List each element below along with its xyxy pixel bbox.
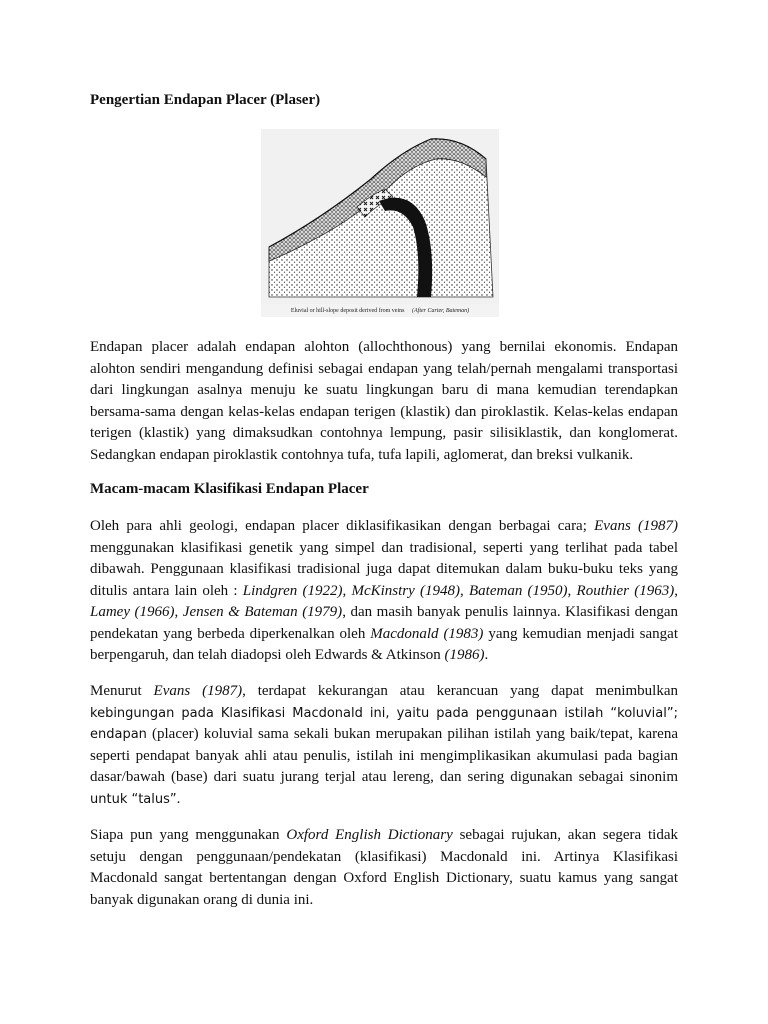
text-run: (placer) koluvial sama sekali bukan merupakan pilihan istilah yang baik/tepat, karena seperti pendapat banyak ahli atau penulis, istilah ini mengimplikasikan akumulasi pada bagian dasar/bawah (base) dari suatu jurang terjal atau lereng, dan sering digunakan sebagai sinonim	[90, 726, 678, 785]
text-run: , terdapat kekurangan atau kerancuan yang dapat menimbulkan	[242, 683, 678, 699]
caption-text: Eluvial or hill-slope deposit derived from veins	[290, 308, 405, 314]
citation-evans: Evans (1987)	[594, 518, 678, 534]
text-run: ,	[674, 582, 678, 599]
text-run: ,	[460, 582, 469, 599]
paragraph-evans-critique	[90, 681, 678, 810]
text-run: ,	[174, 604, 183, 620]
eluvial-deposit-figure	[261, 129, 499, 317]
text-run: .	[484, 647, 489, 663]
citation-bateman: Bateman (1950)	[469, 582, 568, 599]
text-run: , dan masih banyak penulis lainnya. Klasifikasi dengan pendekatan yang berbeda diperkenalkan oleh	[90, 604, 678, 642]
paragraph-definition: Endapan placer adalah endapan alohton (allochthonous) yang bernilai ekonomis. Endapan alohton sendiri mengandung definisi sebagai endapan yang telah/pernah mengalami transportasi dari lingkungan asalnya menuju ke suatu lingkungan baru di mana kemudian terendapkan bersama-sama dengan kelas-kelas endapan terigen (klastik) dan piroklastik. Kelas-kelas endapan terigen (klastik) yang dimaksudkan contohnya lempung, pasir silisiklastik, dan konglomerat. Sedangkan endapan piroklastik contohnya tufa, tufa lapili, aglomerat, dan breksi vulkanik.	[90, 339, 678, 463]
figure-caption	[261, 308, 499, 314]
citation-evans: Evans (1987)	[153, 683, 243, 699]
citation-routhier: Routhier (1963)	[576, 582, 675, 599]
citation-lamey: Lamey (1966)	[90, 604, 175, 620]
citation-macdonald: Macdonald (1983)	[370, 625, 484, 642]
paragraph-classification	[90, 516, 678, 667]
citation-mckinstry: McKinstry (1948)	[351, 582, 461, 599]
text-run-alt-font: kebingungan pada Klasifikasi Macdonald ini, yaitu pada penggunaan istilah “koluvial”; endapan	[90, 705, 678, 742]
text-run: ,	[567, 582, 577, 599]
text-run: Siapa pun yang menggunakan	[90, 827, 287, 843]
geology-cross-section-diagram	[261, 129, 499, 304]
text-run: menggunakan klasifikasi genetik yang simpel dan tradisional, seperti yang terlihat pada tabel dibawah. Penggunaan klasifikasi tradisional juga dapat ditemukan dalam buku-buku teks yang ditulis antara lain oleh :	[90, 539, 678, 599]
citation-year: (1986)	[444, 647, 485, 663]
caption-source: (After Carter, Bateman)	[411, 308, 470, 314]
text-run: yang kemudian menjadi sangat berpengaruh, dan telah diadopsi oleh Edwards & Atkinson	[90, 625, 678, 663]
paragraph-oxford	[90, 825, 678, 911]
text-run: sebagai rujukan, akan segera tidak setuju dengan penggunaan/pendekatan (klasifikasi) Macdonald ini. Artinya Klasifikasi Macdonald sangat bertentangan dengan Oxford English Dictionary, suatu kamus yang sangat banyak digunakan orang di dunia ini.	[90, 827, 678, 908]
text-run: ,	[342, 582, 352, 599]
reference-oxford-dictionary: Oxford English Dictionary	[286, 827, 453, 843]
text-run: Menurut	[90, 683, 154, 699]
citation-lindgren: Lindgren (1922)	[242, 582, 343, 599]
citation-jensen-bateman: Jensen & Bateman (1979)	[182, 604, 343, 620]
text-run: Oleh para ahli geologi, endapan placer diklasifikasikan dengan berbagai cara;	[90, 518, 595, 534]
page-title: Pengertian Endapan Placer (Plaser)	[90, 92, 321, 108]
text-run-alt-font: untuk “talus”	[90, 791, 177, 807]
section-heading: Macam-macam Klasifikasi Endapan Placer	[90, 481, 369, 497]
text-run: .	[176, 790, 181, 807]
